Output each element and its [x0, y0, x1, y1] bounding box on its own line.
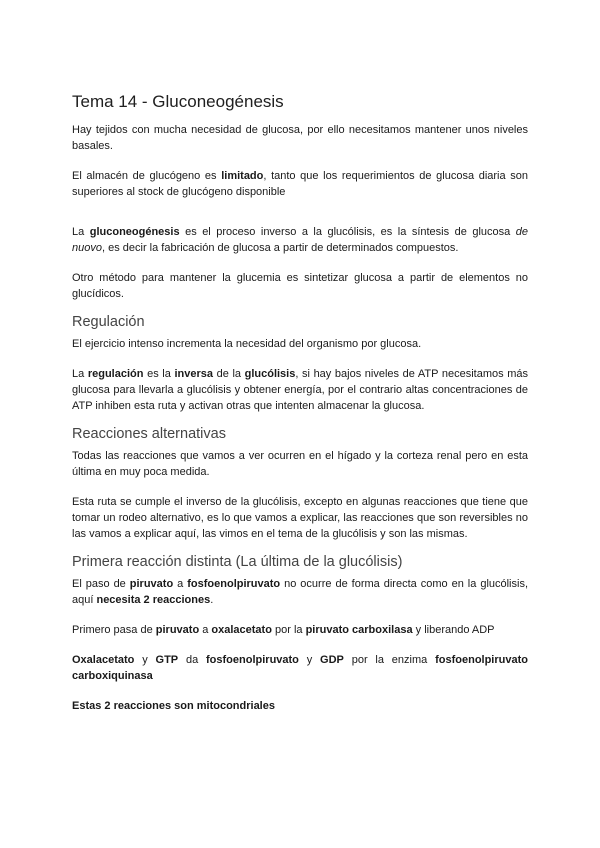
section-heading-primera: Primera reacción distinta (La última de la glucólisis) [72, 554, 403, 570]
section-heading-alternativas: Reacciones alternativas [72, 426, 226, 442]
text-run: no ocurre de forma directa como en la glucólisis, aquí [72, 578, 529, 606]
text-run: de la [213, 368, 245, 380]
bold-term-piruvato: piruvato [129, 578, 174, 590]
section-heading-regulacion: Regulación [72, 314, 145, 330]
bold-term-necesita: necesita 2 reacciones [96, 594, 211, 606]
text-run: , tanto que los requerimientos de glucosa diaria son superiores al stock de glucógeno disponible [72, 170, 528, 198]
text-run: da [178, 654, 207, 666]
intro-paragraph-1: Hay tejidos con mucha necesidad de glucosa, por ello necesitamos mantener unos niveles basales. [72, 124, 528, 152]
text-run: y [134, 654, 156, 666]
bold-term-inversa: inversa [174, 368, 213, 380]
alternativas-paragraph-2: Esta ruta se cumple el inverso de la glucólisis, excepto en algunas reacciones que tiene que tomar un rodeo alternativo, es lo que vamos a explicar, las reacciones que son reversibles no las vamos a explicar aquí, las vimos en el tema de la glucólisis y son las mismas. [72, 496, 528, 540]
bold-term-gtp: GTP [155, 654, 179, 666]
text-run: es la [143, 368, 175, 380]
text-run: por la enzima [343, 654, 436, 666]
text-run: y [298, 654, 321, 666]
text-run: . [210, 594, 214, 606]
text-run: a [199, 624, 212, 636]
bold-term-gluconeogenesis: gluconeogénesis [89, 226, 180, 238]
text-run: El paso de [72, 578, 130, 590]
bold-term-fosfoenolpiruvato: fosfoenolpiruvato [206, 654, 299, 666]
regulacion-paragraph-2 [72, 366, 528, 414]
text-run: por la [271, 624, 306, 636]
text-run: , si hay bajos niveles de ATP necesitamos más glucosa para llevarla a glucólisis y obtener energía, por el contrario altas concentraciones de ATP inhiben esta ruta y activan otras que intenten almacenar la glucosa. [72, 368, 528, 412]
regulacion-paragraph-1: El ejercicio intenso incrementa la necesidad del organismo por glucosa. [72, 338, 422, 350]
text-run: y liberando ADP [412, 624, 495, 636]
bold-statement-mitocondriales: Estas 2 reacciones son mitocondriales [72, 700, 275, 712]
primera-paragraph-4 [72, 698, 528, 714]
bold-term-carboxiquinasa: fosfoenolpiruvato carboxiquinasa [72, 654, 528, 682]
text-run: Primero pasa de [72, 624, 156, 636]
primera-paragraph-2 [72, 622, 528, 638]
text-run: El almacén de glucógeno es [72, 170, 222, 182]
text-run: La [72, 226, 90, 238]
page-title: Tema 14 - Gluconeogénesis [72, 92, 284, 111]
bold-term-limitado: limitado [221, 170, 264, 182]
primera-paragraph-1 [72, 576, 528, 608]
text-run: La [72, 368, 88, 380]
bold-term-oxalacetato: Oxalacetato [72, 654, 135, 666]
intro-paragraph-3 [72, 224, 528, 256]
alternativas-paragraph-1: Todas las reacciones que vamos a ver ocurren en el hígado y la corteza renal pero en esta última en muy poca medida. [72, 450, 528, 478]
text-run: , es decir la fabricación de glucosa a partir de determinados compuestos. [101, 242, 459, 254]
bold-term-piruvato: piruvato [155, 624, 200, 636]
intro-paragraph-4: Otro método para mantener la glucemia es sintetizar glucosa a partir de elementos no glucídicos. [72, 272, 528, 300]
bold-term-fosfoenolpiruvato: fosfoenolpiruvato [187, 578, 281, 590]
italic-term-de-nuovo: de nuovo [72, 226, 528, 254]
bold-term-piruvato-carboxilasa: piruvato carboxilasa [305, 624, 413, 636]
bold-term-oxalacetato: oxalacetato [211, 624, 272, 636]
bold-term-regulacion: regulación [87, 368, 144, 380]
text-run: es el proceso inverso a la glucólisis, es la síntesis de glucosa [179, 226, 516, 238]
text-run: a [173, 578, 188, 590]
bold-term-gdp: GDP [320, 654, 344, 666]
intro-paragraph-2 [72, 168, 528, 200]
bold-term-glucolisis: glucólisis [244, 368, 296, 380]
primera-paragraph-3 [72, 652, 528, 684]
